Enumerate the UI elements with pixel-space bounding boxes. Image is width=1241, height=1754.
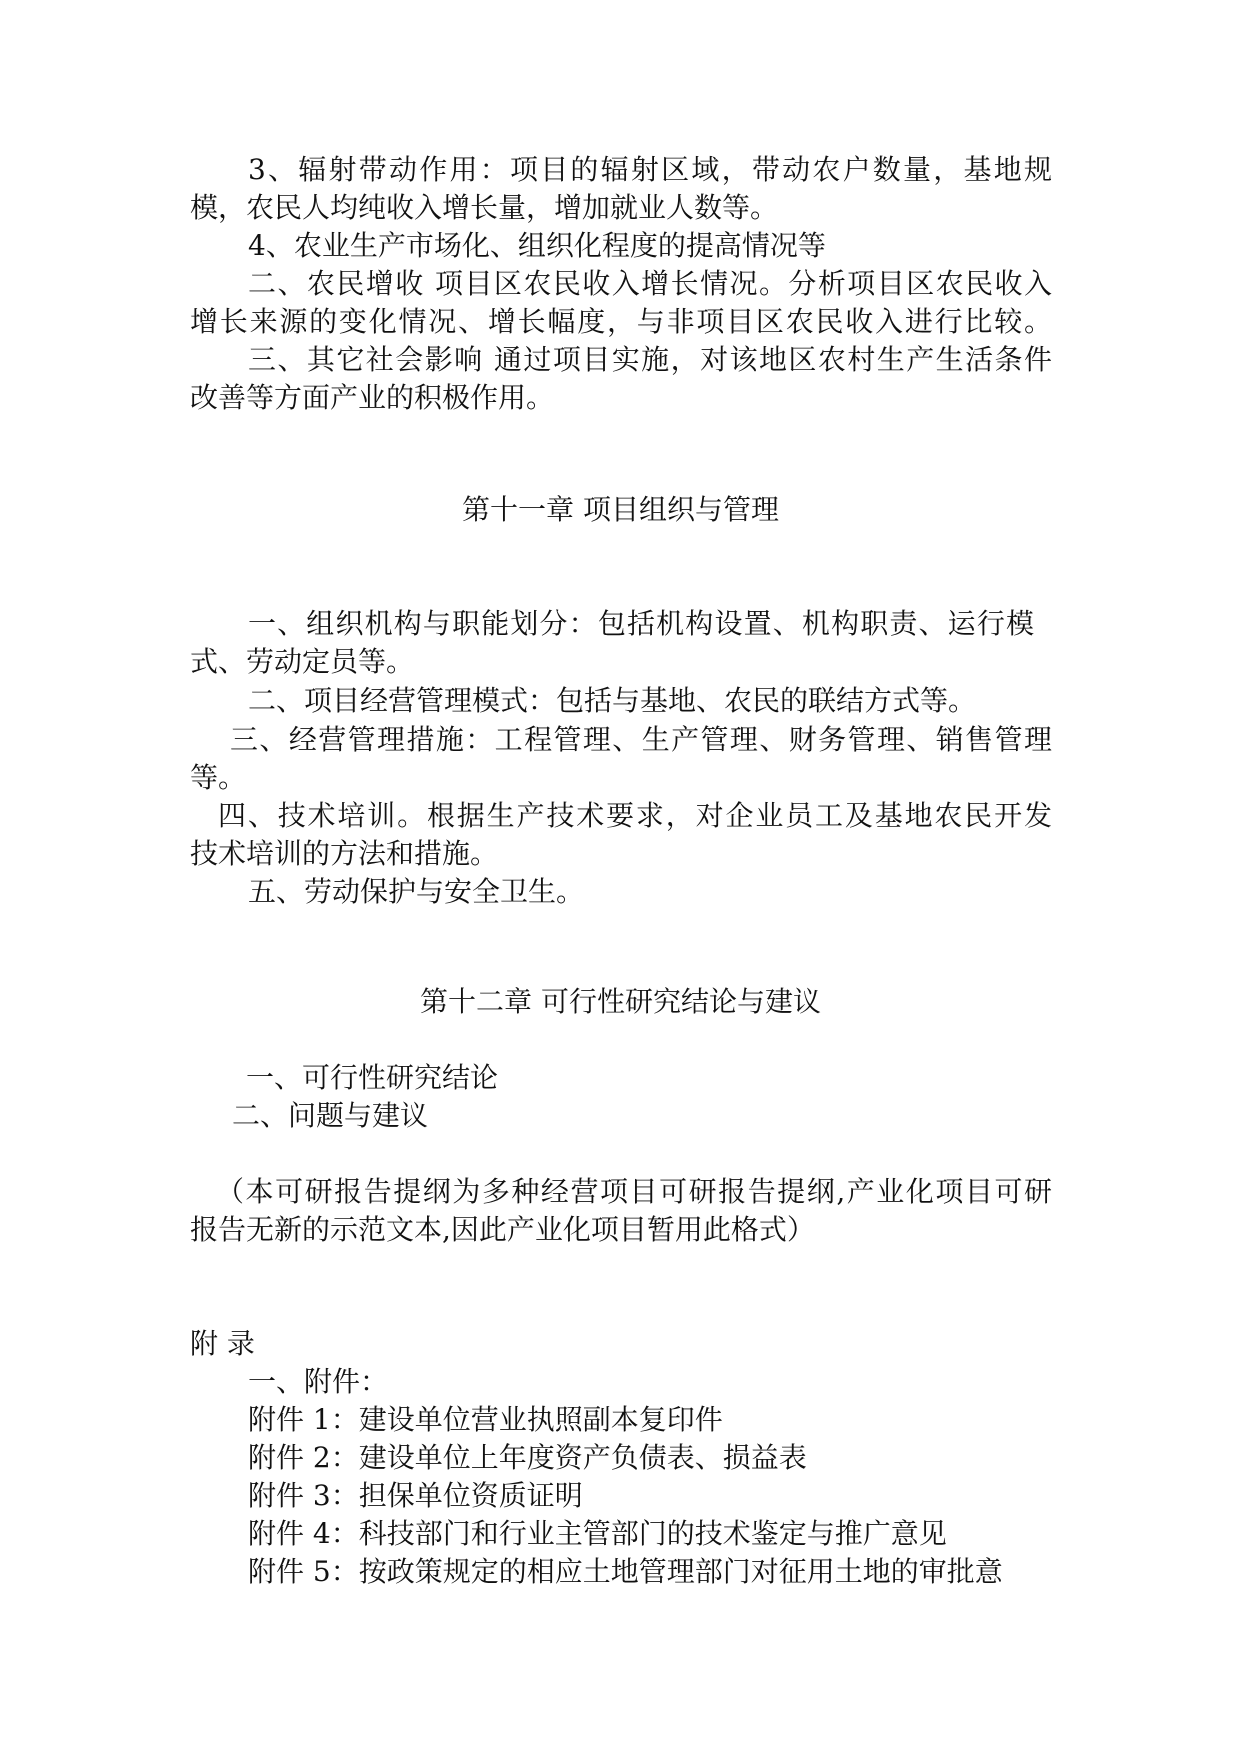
ch11-item4-line1: 四、技术培训。根据生产技术要求，对企业员工及基地农民开发 (218, 799, 1052, 832)
appendix-sub-heading: 一、附件： (248, 1365, 389, 1398)
s10-part3-line2: 改善等方面产业的积极作用。 (190, 381, 555, 414)
appendix-item: 附件 4：科技部门和行业主管部门的技术鉴定与推广意见 (248, 1517, 947, 1550)
chapter11-title: 第十一章 项目组织与管理 (462, 493, 779, 526)
appendix-heading: 附 录 (190, 1327, 255, 1360)
ch12-item1: 一、可行性研究结论 (246, 1061, 499, 1094)
ch11-item3-line2: 等。 (190, 761, 247, 794)
appendix-item: 附件 1：建设单位营业执照副本复印件 (248, 1403, 723, 1436)
s10-item3-line1: 3、辐射带动作用：项目的辐射区域，带动农户数量，基地规 (248, 153, 1052, 186)
chapter12-title: 第十二章 可行性研究结论与建议 (420, 985, 821, 1018)
appendix-item: 附件 5：按政策规定的相应土地管理部门对征用土地的审批意 (248, 1555, 1003, 1588)
ch11-item2: 二、项目经营管理模式：包括与基地、农民的联结方式等。 (248, 684, 977, 717)
s10-item3-line2: 模，农民人均纯收入增长量，增加就业人数等。 (190, 191, 779, 224)
s10-part2-line1: 二、农民增收 项目区农民收入增长情况。分析项目区农民收入 (248, 267, 1052, 300)
appendix-item: 附件 3：担保单位资质证明 (248, 1479, 583, 1512)
ch12-note-line1: （本可研报告提纲为多种经营项目可研报告提纲,产业化项目可研 (216, 1175, 1052, 1208)
s10-part2-line2: 增长来源的变化情况、增长幅度，与非项目区农民收入进行比较。 (190, 305, 1052, 338)
s10-item4: 4、农业生产市场化、组织化程度的提高情况等 (248, 229, 826, 262)
ch11-item3-line1: 三、经营管理措施：工程管理、生产管理、财务管理、销售管理 (230, 723, 1052, 756)
ch11-item1-line1: 一、组织机构与职能划分：包括机构设置、机构职责、运行模 (248, 607, 1034, 640)
appendix-item: 附件 2：建设单位上年度资产负债表、损益表 (248, 1441, 807, 1474)
ch11-item4-line2: 技术培训的方法和措施。 (190, 837, 499, 870)
s10-part3-line1: 三、其它社会影响 通过项目实施，对该地区农村生产生活条件 (248, 343, 1052, 376)
ch12-item2: 二、问题与建议 (232, 1099, 429, 1132)
ch12-note-line2: 报告无新的示范文本,因此产业化项目暂用此格式） (190, 1213, 815, 1246)
ch11-item5: 五、劳动保护与安全卫生。 (248, 875, 585, 908)
ch11-item1-line2: 式、劳动定员等。 (190, 645, 415, 678)
